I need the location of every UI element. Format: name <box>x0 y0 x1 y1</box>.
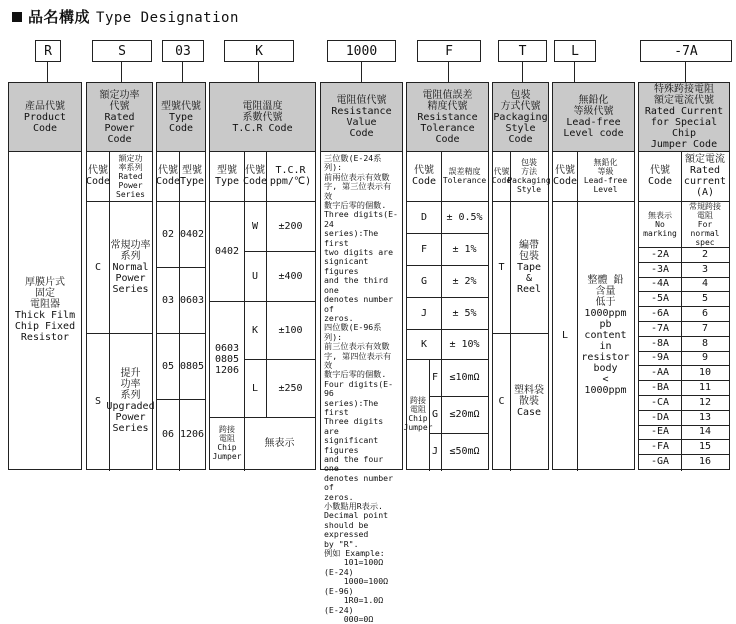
code-box-4: 1000 <box>327 40 396 62</box>
cur-rated-header <box>681 151 729 201</box>
text-line: Series <box>116 189 145 199</box>
type-code: 05 <box>161 360 175 372</box>
text-line: 電阻溫度 <box>242 100 283 112</box>
type-code-header <box>157 151 179 201</box>
text-line: 1000ppm <box>584 384 627 396</box>
text-line: Lead-free <box>583 176 628 185</box>
lf-code-header <box>553 151 577 201</box>
cur-value: 12 <box>698 396 712 408</box>
cur-code: -9A <box>650 352 670 364</box>
code-box-3: K <box>224 40 294 62</box>
text-line: 0603 <box>214 342 240 354</box>
text-line: 型號 <box>182 165 202 176</box>
cur-value: 11 <box>698 382 712 394</box>
column-5 <box>403 82 489 470</box>
text-line: spec <box>695 237 715 247</box>
cur-value: 3 <box>701 263 709 275</box>
text-line: (A) <box>695 187 715 198</box>
lf-desc <box>577 201 634 469</box>
text-line: 精度代號 <box>427 100 468 112</box>
type-code: 06 <box>161 428 175 440</box>
column-3 <box>209 82 316 470</box>
column-body-6 <box>491 151 551 469</box>
text-line: 電阻值誤差 <box>422 89 473 101</box>
tcr-value: ±400 <box>278 270 303 282</box>
title-en: Type Designation <box>96 10 239 26</box>
text-line: ppm/℃) <box>269 176 312 187</box>
column-body-2 <box>157 151 205 469</box>
text-line: 電阻 <box>697 210 713 220</box>
text-line: Code <box>242 176 268 187</box>
tcr-code: K <box>251 324 259 336</box>
title-zh: 品名構成 <box>28 8 91 26</box>
tcr-code: W <box>251 220 259 232</box>
cur-code: -7A <box>650 322 670 334</box>
tcr-code: L <box>251 382 259 394</box>
text-line: Resistor <box>20 332 70 343</box>
cur-value: 13 <box>698 411 712 423</box>
tol-code: D <box>420 211 428 223</box>
column-header-4 <box>321 83 402 152</box>
pack-code: C <box>498 395 505 407</box>
text-line: 系列 <box>120 250 141 262</box>
tol-value: ± 2% <box>452 275 477 287</box>
code-connector <box>448 62 449 82</box>
text-line: pb <box>599 318 612 330</box>
text-line: Thick Film <box>14 310 76 321</box>
tol-header <box>441 151 488 201</box>
power-series <box>106 333 155 469</box>
code-box-5: F <box>417 40 481 62</box>
power-code: S <box>94 395 102 407</box>
cur-value: 7 <box>701 322 709 334</box>
text-line: Type <box>179 176 205 187</box>
text-line: 等級代號 <box>573 106 614 117</box>
text-line: in <box>599 340 612 352</box>
text-line: Upgraded <box>106 401 155 412</box>
text-line: No <box>655 219 665 229</box>
cur-code: -EA <box>650 426 670 438</box>
text-line: 電阻器 <box>30 299 60 310</box>
tcr-value: ±100 <box>278 324 303 336</box>
text-line: Style Code <box>505 122 536 145</box>
tol-value: ± 1% <box>452 243 477 255</box>
tol-value: ± 0.5% <box>446 211 483 223</box>
text-line: 額定功 <box>118 153 143 163</box>
column-header-0 <box>9 83 81 152</box>
text-line: Product <box>23 111 67 123</box>
text-line: 無表示 <box>648 210 672 220</box>
text-line: 系數代號 <box>242 111 283 123</box>
power-code-header <box>87 151 109 201</box>
cur-value: 14 <box>698 426 712 438</box>
code-connector <box>361 62 362 82</box>
column-header-7 <box>553 83 634 152</box>
cur-value: 15 <box>698 441 712 453</box>
tcr-type-header <box>210 151 244 201</box>
pack-style <box>510 201 548 333</box>
text-line: 特殊跨接電阻 <box>654 84 714 95</box>
text-line: Jumper Code <box>650 139 718 150</box>
text-line: Series <box>112 283 149 295</box>
tol-jumper-code: F <box>431 372 439 383</box>
tol-code: G <box>420 275 428 287</box>
cur-code: -8A <box>650 337 670 349</box>
text-line: Chip Fixed <box>14 321 76 332</box>
tcr-type-group: 0402 <box>214 245 240 257</box>
text-line: Code <box>107 133 132 145</box>
tol-jumper-code: J <box>431 445 439 457</box>
tol-jumper-value: ≤50mΩ <box>449 445 480 457</box>
text-line: 無鉛化 <box>593 158 618 167</box>
text-line: 方法 <box>521 167 537 176</box>
lf-code: L <box>561 329 569 341</box>
cur-value: 6 <box>701 308 709 320</box>
text-line: 包裝 <box>519 250 539 262</box>
code-box-0: R <box>35 40 61 62</box>
text-line: Power <box>115 412 146 423</box>
tol-jumper <box>403 359 433 469</box>
tcr-jumper <box>210 417 244 469</box>
cur-value: 8 <box>701 337 709 349</box>
text-line: 電阻 <box>219 434 235 443</box>
text-line: 1206 <box>214 364 240 376</box>
cur-value: 9 <box>701 352 709 364</box>
text-line: Code <box>155 176 181 187</box>
cur-code: -5A <box>650 293 670 305</box>
cur-code: -CA <box>650 396 670 408</box>
text-line: Normal <box>112 261 149 273</box>
cur-code: -6A <box>650 308 670 320</box>
column-body-4 <box>321 151 402 624</box>
tol-jumper-code: G <box>431 409 439 420</box>
type-size: 0603 <box>179 294 205 306</box>
column-header-5 <box>407 83 488 152</box>
tcr-none: 無表示 <box>264 437 295 449</box>
text-line: Chip <box>408 414 428 423</box>
text-line: 整體 鉛 <box>587 274 624 286</box>
column-body-1 <box>85 151 155 469</box>
text-line: 代號 <box>493 167 510 176</box>
text-line: & <box>525 272 533 284</box>
text-line: Resistance <box>417 111 478 123</box>
type-size: 1206 <box>179 428 205 440</box>
type-code: 03 <box>161 294 175 306</box>
tol-value: ± 10% <box>449 338 480 350</box>
text-line: 常規功率 <box>110 239 151 251</box>
column-6 <box>492 82 549 470</box>
code-box-2: 03 <box>162 40 204 62</box>
divider <box>210 301 315 302</box>
cur-code: -4A <box>650 278 670 290</box>
code-connector <box>182 62 183 82</box>
cur-code: -BA <box>650 382 670 394</box>
text-line: Code <box>411 176 437 187</box>
text-line: Jumper <box>212 452 242 461</box>
text-line: 包裝 <box>521 158 537 167</box>
tcr-value: ±250 <box>278 382 303 394</box>
text-line: 方式代號 <box>500 100 541 112</box>
text-line: 跨接 <box>410 396 426 405</box>
text-line: Case <box>516 406 542 418</box>
text-line: 散裝 <box>519 395 539 407</box>
tol-jumper-value: ≤10mΩ <box>449 372 480 383</box>
column-body-5 <box>403 151 488 469</box>
text-line: for Special Chip <box>650 117 718 139</box>
text-line: Reel <box>516 283 542 295</box>
cur-code: -FA <box>650 441 670 453</box>
tol-code: K <box>420 338 428 350</box>
cur-code: -DA <box>650 411 670 423</box>
text-line: Level code <box>563 128 624 139</box>
cur-code <box>639 201 681 247</box>
text-line: 型號代號 <box>161 100 201 112</box>
text-line: Style <box>516 185 542 194</box>
cur-code: -AA <box>650 367 670 379</box>
text-line: Lead-free <box>566 117 621 128</box>
text-line: current <box>683 176 727 187</box>
cur-code-header <box>639 151 681 201</box>
text-line: Packaging <box>493 111 548 123</box>
column-2 <box>156 82 206 470</box>
text-line: Resistance Value <box>331 106 392 128</box>
text-line: 等級 <box>597 167 614 176</box>
code-connector <box>522 62 523 82</box>
code-connector <box>47 62 48 82</box>
text-line: 額定功率 <box>99 89 140 101</box>
text-line: 代號 <box>109 100 130 112</box>
text-line: 產品代號 <box>25 100 65 112</box>
text-line: Tape <box>516 261 542 273</box>
text-line: Type Code <box>168 111 194 134</box>
text-line: Type <box>214 176 240 187</box>
cur-rated <box>681 201 729 247</box>
text-line: Code <box>552 176 578 187</box>
text-line: 固定 <box>35 288 55 299</box>
code-box-1: S <box>92 40 152 62</box>
text-line: 功率 <box>120 379 141 390</box>
power-code: C <box>94 261 102 273</box>
text-line: Level <box>593 185 618 194</box>
text-line: Rated Current <box>644 106 724 117</box>
tcr-code: U <box>251 270 259 282</box>
power-series <box>109 201 152 333</box>
text-line: < <box>602 373 609 385</box>
pack-style <box>510 333 548 469</box>
text-line: Power <box>118 180 143 190</box>
text-line: 代號 <box>414 165 434 176</box>
text-line: body <box>593 362 618 374</box>
text-line: 含量 <box>595 285 616 297</box>
text-line: 代號 <box>555 165 575 176</box>
text-line: 塑料袋 <box>514 384 544 396</box>
text-line: Code <box>349 128 374 139</box>
tcr-type-group <box>210 301 244 417</box>
text-line: 電阻值代號 <box>336 95 387 106</box>
lf-level-header <box>577 151 634 201</box>
code-connector <box>574 62 575 82</box>
tcr-value: ±200 <box>278 220 303 232</box>
cur-value: 16 <box>698 456 712 468</box>
text-line: 厚膜片式 <box>25 277 65 288</box>
pack-style-header <box>507 151 551 201</box>
column-0 <box>8 82 82 470</box>
text-line: resistor <box>581 351 630 363</box>
text-line: 型號 <box>217 165 237 176</box>
text-line: 無鉛化 <box>578 95 609 106</box>
code-connector <box>121 62 122 82</box>
cur-code: -GA <box>650 456 670 468</box>
text-line: Code <box>85 176 111 187</box>
cur-value: 2 <box>701 248 709 260</box>
text-line: Rated <box>689 165 721 176</box>
text-line: 誤差精度 <box>448 167 481 176</box>
text-line: Code <box>32 122 58 134</box>
cur-code: -2A <box>650 248 670 260</box>
tol-code: F <box>420 243 428 255</box>
power-series-header <box>109 151 152 201</box>
column-body-0 <box>9 151 81 469</box>
code-connector <box>685 62 686 82</box>
type-code: 02 <box>161 228 175 240</box>
text-line: 提升 <box>120 368 141 379</box>
text-line: 代號 <box>245 165 265 176</box>
text-line: marking <box>643 228 677 238</box>
column-header-2 <box>157 83 205 152</box>
text-line: 代號 <box>650 165 670 176</box>
code-connector <box>258 62 259 82</box>
column-header-3 <box>210 83 315 152</box>
text-line: 代號 <box>88 165 108 176</box>
text-line: 代號 <box>158 165 178 176</box>
text-line: Code <box>491 176 512 185</box>
text-line: Power <box>115 272 146 284</box>
column-body-8 <box>639 151 729 469</box>
text-line: 額定電流代號 <box>654 95 714 106</box>
text-line: Packaging <box>507 176 551 185</box>
tcr-code-header <box>244 151 266 201</box>
tcr-value-header <box>266 151 315 201</box>
cur-code: -3A <box>650 263 670 275</box>
tol-value: ± 5% <box>452 307 477 319</box>
text-line: Code <box>647 176 673 187</box>
text-line: T.C.R Code <box>232 122 293 134</box>
column-header-1 <box>87 83 152 152</box>
text-line: Jumper <box>403 423 433 432</box>
tol-code: J <box>420 307 428 319</box>
cur-value: 5 <box>701 293 709 305</box>
type-size: 0402 <box>179 228 205 240</box>
text-line: T.C.R <box>275 165 306 176</box>
code-box-6: T <box>498 40 547 62</box>
column-body-3 <box>210 151 315 469</box>
column-1 <box>86 82 153 470</box>
text-line: 額定電流 <box>685 154 725 165</box>
text-line: 跨接 <box>219 425 235 434</box>
text-line: Rated <box>118 171 143 181</box>
code-box-8: -7A <box>640 40 732 62</box>
resistance-note: 三位數(E-24系列): 前兩位表示有效數 字, 第三位表示有效 數字后零的個數. Three digits(E-24 series):The first two digits are signicant figures and the third one denotes number of zeros. 四位數(E-96系列): 前三位表示有效數 字, 第四位表示有效 數字后零的個數. Four digits(E-96 series):The first Three digits are significant figures and the four one denotes number of zeros. 小數點用R表示. Decimal point should be expressed by "R". 例如 Example: 101=100Ω (E-24) 1000=100Ω (E-96) 1R0=1.0Ω (E-24) 000=0Ω <box>324 153 398 624</box>
tol-code-header <box>407 151 441 201</box>
text-line: 0805 <box>214 353 240 365</box>
text-line: 編帶 <box>519 239 539 251</box>
text-line: 電阻 <box>410 405 426 414</box>
square-bullet-icon <box>12 12 22 22</box>
column-7 <box>552 82 635 470</box>
code-box-7: L <box>554 40 596 62</box>
text-line: 包裝 <box>510 89 531 101</box>
column-8 <box>638 82 730 470</box>
text-line: 系列 <box>120 390 141 401</box>
text-line: Tolerance <box>442 176 487 185</box>
product-name <box>9 151 81 469</box>
pack-code: T <box>498 261 505 273</box>
cur-value: 4 <box>701 278 709 290</box>
tol-jumper-value: ≤20mΩ <box>449 409 480 420</box>
text-line: 低于 <box>595 296 616 308</box>
cur-value: 10 <box>698 367 712 379</box>
text-line: content <box>584 329 627 341</box>
text-line: Rated Power <box>104 111 135 134</box>
column-4 <box>320 82 403 624</box>
type-type-header <box>179 151 205 201</box>
text-line: 常規跨接 <box>689 201 721 211</box>
column-header-8 <box>639 83 729 152</box>
text-line: For normal <box>690 219 720 238</box>
text-line: Chip <box>217 443 237 452</box>
text-line: 1000ppm <box>584 307 627 319</box>
text-line: Tolerance Code <box>420 122 475 145</box>
column-header-6 <box>493 83 548 152</box>
column-body-7 <box>553 151 634 469</box>
page-title <box>12 6 239 27</box>
text-line: Series <box>112 423 149 434</box>
text-line: 率系列 <box>118 162 143 172</box>
type-size: 0805 <box>179 360 205 372</box>
